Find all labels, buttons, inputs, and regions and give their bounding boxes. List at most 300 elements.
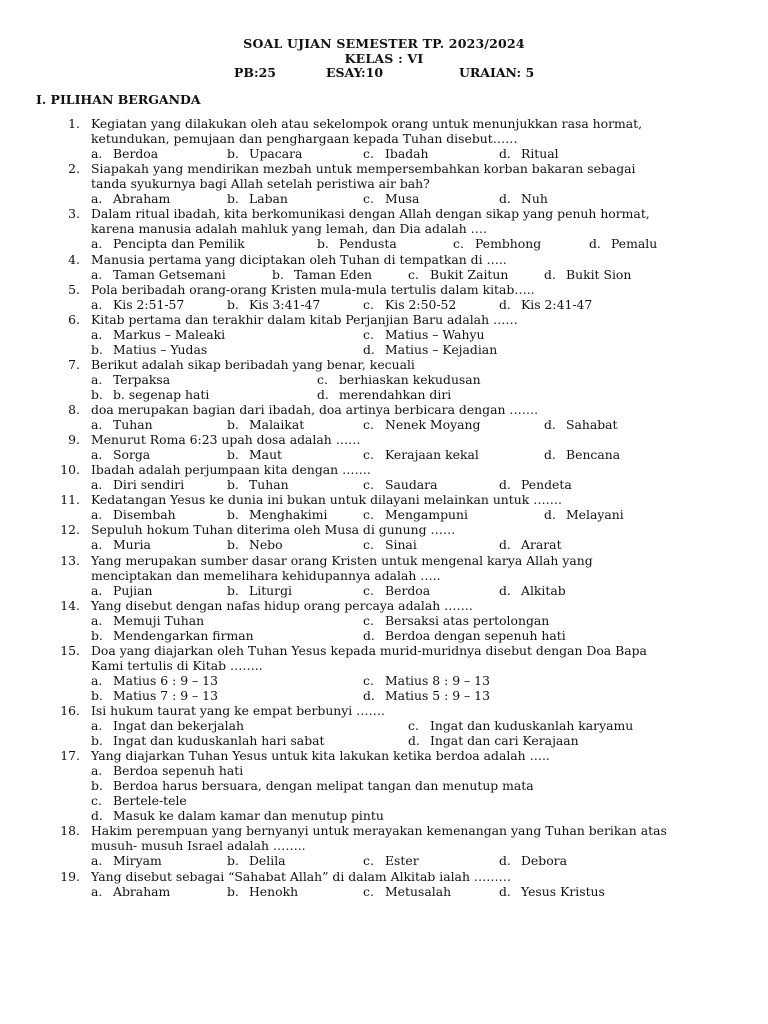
option-text: Miryam	[113, 853, 162, 869]
question-text: Kitab pertama dan terakhir dalam kitab Perjanjian Baru adalah ……	[91, 311, 518, 327]
answer-option	[499, 583, 566, 598]
option-text: Saudara	[385, 477, 438, 493]
question-text: Menurut Roma 6:23 upah dosa adalah ……	[91, 432, 361, 448]
answer-option	[408, 733, 579, 748]
option-row	[0, 793, 768, 808]
answer-option	[91, 583, 153, 598]
option-letter: a.	[91, 763, 103, 779]
question-number: 14.	[60, 597, 80, 613]
question-text: Ibadah adalah perjumpaan kita dengan …….	[91, 462, 371, 478]
option-letter: a.	[91, 582, 103, 598]
question-number: 6.	[68, 311, 80, 327]
answer-option	[544, 447, 620, 462]
option-letter: d.	[499, 537, 511, 553]
option-text: Debora	[521, 853, 567, 869]
option-text: Ingat dan kuduskanlah karyamu	[430, 718, 634, 733]
option-text: Sahabat	[566, 417, 618, 432]
answer-option	[499, 191, 548, 206]
option-text: Nebo	[249, 537, 283, 553]
answer-option	[317, 387, 451, 402]
option-text: Sorga	[113, 447, 151, 463]
option-text: Berdoa	[113, 146, 159, 162]
answer-option	[227, 853, 286, 868]
answer-option	[363, 297, 456, 312]
option-letter: a.	[91, 266, 103, 282]
answer-option	[91, 718, 244, 733]
answer-option	[499, 146, 559, 161]
option-text: Ester	[385, 853, 419, 869]
option-text: Yesus Kristus	[521, 883, 605, 899]
question-text: Sepuluh hokum Tuhan diterima oleh Musa di gunung ……	[91, 522, 456, 538]
question-text: ketundukan, pemujaan dan penghargaan kepada Tuhan disebut……	[91, 131, 518, 147]
option-text: Delila	[249, 853, 286, 869]
question-text: Berikut adalah sikap beribadah yang benar, kecuali	[91, 356, 415, 372]
option-letter: d.	[544, 507, 556, 523]
option-letter: a.	[91, 477, 103, 493]
option-row	[0, 297, 768, 312]
option-row	[0, 191, 768, 206]
option-letter: d.	[499, 296, 511, 312]
answer-option	[91, 733, 325, 748]
question-number: 12.	[60, 522, 80, 538]
option-letter: b.	[317, 236, 329, 252]
option-letter: d.	[408, 733, 420, 748]
option-letter: d.	[544, 447, 556, 463]
option-letter: d.	[499, 853, 511, 869]
option-text: Terpaksa	[113, 371, 171, 387]
answer-option	[363, 507, 468, 522]
answer-option	[408, 267, 508, 282]
answer-option	[363, 537, 417, 552]
question-number: 9.	[68, 432, 80, 448]
question-number: 7.	[68, 356, 80, 372]
answer-option	[91, 372, 170, 387]
option-text: Berdoa harus bersuara, dengan melipat tangan dan menutup mata	[113, 778, 534, 794]
option-row	[0, 583, 768, 598]
option-letter: d.	[317, 386, 329, 402]
answer-option	[91, 853, 162, 868]
answer-option	[453, 236, 541, 251]
option-letter: d.	[544, 417, 556, 432]
option-letter: c.	[363, 191, 374, 207]
option-text: Ingat dan cari Kerajaan	[430, 733, 579, 748]
question-text: Kedatangan Yesus ke dunia ini bukan untuk dilayani melainkan untuk …….	[91, 492, 562, 508]
option-letter: a.	[91, 371, 103, 387]
option-text: Pujian	[113, 582, 153, 598]
answer-option	[91, 417, 153, 432]
question-text: Kami tertulis di Kitab ……..	[91, 657, 263, 673]
option-text: Pencipta dan Pemilik	[113, 236, 245, 252]
option-text: Matius 8 : 9 – 13	[385, 672, 490, 688]
option-row	[0, 387, 768, 402]
option-text: Bertele-tele	[113, 793, 187, 809]
question-number: 16.	[60, 702, 80, 718]
class-label: KELAS : VI	[344, 51, 424, 66]
option-row	[0, 236, 768, 251]
option-letter: c.	[363, 672, 374, 688]
option-text: Matius 6 : 9 – 13	[113, 672, 218, 688]
answer-option	[363, 342, 497, 357]
question-number: 5.	[68, 281, 80, 297]
option-row	[0, 507, 768, 522]
option-letter: d.	[363, 341, 375, 357]
answer-option	[91, 507, 176, 522]
option-row	[0, 342, 768, 357]
answer-option	[91, 327, 225, 342]
option-letter: d.	[499, 477, 511, 493]
option-letter: d.	[499, 582, 511, 598]
option-letter: c.	[408, 266, 419, 282]
option-row	[0, 613, 768, 628]
question-text: Yang merupakan sumber dasar orang Kristen untuk mengenal karya Allah yang	[91, 552, 593, 568]
answer-option	[363, 673, 490, 688]
option-text: Mengampuni	[385, 507, 468, 523]
option-text: Upacara	[249, 146, 303, 162]
option-text: Kerajaan kekal	[385, 447, 479, 463]
option-text: Malaikat	[249, 417, 305, 432]
answer-option	[91, 688, 218, 703]
option-row	[0, 146, 768, 161]
answer-option	[227, 447, 282, 462]
option-letter: c.	[408, 718, 419, 733]
question-number: 19.	[60, 868, 80, 884]
option-letter: d.	[544, 266, 556, 282]
question-text: Yang disebut dengan nafas hidup orang percaya adalah …….	[91, 597, 473, 613]
option-row	[0, 372, 768, 387]
option-text: Bersaksi atas pertolongan	[385, 612, 550, 628]
answer-option	[499, 537, 562, 552]
option-text: Menghakimi	[249, 507, 328, 523]
option-text: berhiaskan kekudusan	[339, 371, 481, 387]
question-text: Dalam ritual ibadah, kita berkomunikasi dengan Allah dengan sikap yang penuh hormat,	[91, 206, 650, 222]
answer-option	[91, 808, 384, 823]
option-text: Liturgi	[249, 582, 292, 598]
option-letter: b.	[91, 341, 103, 357]
option-text: Metusalah	[385, 883, 452, 899]
option-letter: c.	[453, 236, 464, 252]
answer-option	[91, 884, 170, 899]
question-text: musuh- musuh Israel adalah ……..	[91, 838, 306, 854]
option-letter: c.	[363, 582, 374, 598]
option-letter: b.	[227, 507, 239, 523]
option-text: Tuhan	[113, 417, 153, 432]
option-letter: b.	[272, 266, 284, 282]
option-letter: c.	[363, 326, 374, 342]
answer-option	[317, 372, 481, 387]
answer-option	[91, 778, 534, 793]
option-letter: d.	[499, 146, 511, 162]
question-number: 3.	[68, 206, 80, 222]
question-text: Isi hukum taurat yang ke empat berbunyi …….	[91, 702, 385, 718]
option-text: Abraham	[113, 883, 171, 899]
answer-option	[91, 447, 150, 462]
answer-option	[227, 146, 302, 161]
option-letter: c.	[363, 447, 374, 463]
answer-option	[408, 718, 633, 733]
option-letter: a.	[91, 146, 103, 162]
answer-option	[91, 477, 184, 492]
option-row	[0, 884, 768, 899]
option-letter: b.	[227, 296, 239, 312]
option-text: Matius 7 : 9 – 13	[113, 687, 218, 703]
answer-option	[363, 628, 566, 643]
option-letter: c.	[363, 507, 374, 523]
option-row	[0, 853, 768, 868]
option-text: Abraham	[113, 191, 171, 207]
pb-count: PB:25	[234, 65, 276, 80]
option-letter: d.	[589, 236, 601, 252]
answer-option	[227, 537, 283, 552]
option-letter: c.	[91, 793, 102, 809]
option-text: Taman Getsemani	[113, 266, 226, 282]
answer-option	[91, 628, 254, 643]
option-letter: d.	[363, 687, 375, 703]
question-number: 15.	[60, 642, 80, 658]
option-text: Melayani	[566, 507, 624, 523]
answer-option	[499, 884, 605, 899]
option-text: Laban	[249, 191, 288, 207]
option-row	[0, 733, 768, 748]
answer-option	[499, 853, 567, 868]
answer-option	[227, 884, 298, 899]
option-text: Berdoa sepenuh hati	[113, 763, 244, 779]
option-text: Ibadah	[385, 146, 429, 162]
option-letter: d.	[363, 627, 375, 643]
question-number: 2.	[68, 161, 80, 177]
answer-option	[363, 417, 480, 432]
option-text: Berdoa dengan sepenuh hati	[385, 627, 566, 643]
option-text: Kis 2:41-47	[521, 296, 593, 312]
question-text: Pola beribadah orang-orang Kristen mula-mula tertulis dalam kitab…..	[91, 281, 535, 297]
answer-option	[91, 297, 184, 312]
answer-option	[317, 236, 397, 251]
option-letter: a.	[91, 537, 103, 553]
option-text: Sinai	[385, 537, 417, 553]
question-text: Manusia pertama yang diciptakan oleh Tuhan di tempatkan di …..	[91, 251, 507, 267]
answer-option	[499, 477, 572, 492]
option-text: Ingat dan kuduskanlah hari sabat	[113, 733, 325, 748]
question-number: 8.	[68, 402, 80, 417]
option-text: Taman Eden	[294, 266, 373, 282]
question-text: Kegiatan yang dilakukan oleh atau sekelompok orang untuk menunjukkan rasa hormat,	[91, 116, 643, 131]
question-number: 11.	[60, 492, 80, 508]
question-text: Yang disebut sebagai “Sahabat Allah” di dalam Alkitab ialah ………	[91, 868, 512, 884]
answer-option	[227, 477, 289, 492]
option-letter: d.	[499, 883, 511, 899]
answer-option	[91, 387, 209, 402]
option-text: Masuk ke dalam kamar dan menutup pintu	[113, 808, 384, 824]
option-letter: c.	[363, 612, 374, 628]
option-letter: b.	[227, 417, 239, 432]
option-text: Henokh	[249, 883, 299, 899]
question-number: 13.	[60, 552, 80, 568]
answer-option	[272, 267, 372, 282]
option-text: merendahkan diri	[339, 386, 452, 402]
option-letter: c.	[363, 296, 374, 312]
option-letter: a.	[91, 447, 103, 463]
option-row	[0, 267, 768, 282]
answer-option	[544, 417, 618, 432]
option-text: Bukit Sion	[566, 266, 632, 282]
option-letter: c.	[363, 146, 374, 162]
answer-option	[91, 342, 207, 357]
option-text: Kis 3:41-47	[249, 296, 321, 312]
option-letter: d.	[499, 191, 511, 207]
option-letter: b.	[227, 191, 239, 207]
question-text: Hakim perempuan yang bernyanyi untuk merayakan kemenangan yang Tuhan berikan atas	[91, 823, 667, 839]
option-letter: a.	[91, 718, 103, 733]
option-text: Alkitab	[521, 582, 566, 598]
question-text: Siapakah yang mendirikan mezbah untuk mempersembahkan korban bakaran sebagai	[91, 161, 636, 177]
exam-title: SOAL UJIAN SEMESTER TP. 2023/2024	[243, 36, 525, 51]
option-letter: b.	[91, 733, 103, 748]
option-letter: a.	[91, 853, 103, 869]
option-letter: b.	[91, 778, 103, 794]
option-text: Kis 2:50-52	[385, 296, 457, 312]
answer-option	[91, 613, 204, 628]
answer-option	[363, 583, 430, 598]
answer-option	[227, 191, 288, 206]
option-text: Bencana	[566, 447, 621, 463]
option-row	[0, 447, 768, 462]
option-text: Tuhan	[249, 477, 289, 493]
option-letter: b.	[227, 447, 239, 463]
option-letter: b.	[91, 627, 103, 643]
option-letter: a.	[91, 672, 103, 688]
option-text: Bukit Zaitun	[430, 266, 509, 282]
answer-option	[91, 673, 218, 688]
option-text: Mendengarkan firman	[113, 627, 254, 643]
option-text: Musa	[385, 191, 420, 207]
option-letter: b.	[227, 853, 239, 869]
option-letter: a.	[91, 883, 103, 899]
option-letter: b.	[227, 477, 239, 493]
answer-option	[363, 688, 490, 703]
option-text: Kis 2:51-57	[113, 296, 185, 312]
option-letter: a.	[91, 296, 103, 312]
option-text: Ingat dan bekerjalah	[113, 718, 244, 733]
question-text: Yang diajarkan Tuhan Yesus untuk kita lakukan ketika berdoa adalah …..	[91, 748, 550, 764]
option-text: Ritual	[521, 146, 559, 162]
option-text: Matius 5 : 9 – 13	[385, 687, 490, 703]
option-letter: a.	[91, 612, 103, 628]
option-row	[0, 537, 768, 552]
option-letter: b.	[91, 386, 103, 402]
option-row	[0, 763, 768, 778]
option-letter: a.	[91, 326, 103, 342]
option-letter: a.	[91, 507, 103, 523]
option-letter: a.	[91, 191, 103, 207]
option-text: Nuh	[521, 191, 548, 207]
answer-option	[363, 191, 419, 206]
uraian-count: URAIAN: 5	[459, 65, 535, 80]
option-text: Markus – Maleaki	[113, 326, 226, 342]
answer-option	[363, 327, 484, 342]
question-number: 18.	[60, 823, 80, 839]
option-letter: c.	[363, 853, 374, 869]
answer-option	[227, 507, 327, 522]
option-letter: c.	[363, 477, 374, 493]
option-row	[0, 688, 768, 703]
answer-option	[91, 146, 158, 161]
option-row	[0, 628, 768, 643]
option-row	[0, 808, 768, 823]
option-text: Matius – Yudas	[113, 341, 208, 357]
answer-option	[363, 853, 419, 868]
option-text: Ararat	[521, 537, 562, 553]
option-text: Disembah	[113, 507, 176, 523]
option-row	[0, 417, 768, 432]
option-text: Memuji Tuhan	[113, 612, 205, 628]
answer-option	[544, 267, 631, 282]
answer-option	[227, 583, 292, 598]
option-text: b. segenap hati	[113, 386, 210, 402]
question-number: 17.	[60, 748, 80, 764]
question-text: menciptakan dan memelihara kehidupannya adalah …..	[91, 567, 441, 583]
option-text: Muria	[113, 537, 151, 553]
option-letter: b.	[227, 146, 239, 162]
question-text: doa merupakan bagian dari ibadah, doa artinya berbicara dengan …….	[91, 402, 539, 417]
answer-option	[91, 763, 243, 778]
option-letter: a.	[91, 236, 103, 252]
option-text: Pendusta	[339, 236, 397, 252]
question-text: karena manusia adalah mahluk yang lemah, dan Dia adalah ….	[91, 221, 487, 237]
esay-count: ESAY:10	[326, 65, 384, 80]
option-text: Berdoa	[385, 582, 431, 598]
question-text: tanda syukurnya bagi Allah setelah peristiwa air bah?	[91, 176, 430, 192]
answer-option	[91, 191, 170, 206]
question-text: Doa yang diajarkan oleh Tuhan Yesus kepada murid-muridnya disebut dengan Doa Bapa	[91, 642, 647, 658]
answer-option	[544, 507, 624, 522]
answer-option	[363, 447, 479, 462]
option-letter: b.	[227, 582, 239, 598]
option-text: Pemalu	[611, 236, 658, 252]
answer-option	[363, 613, 549, 628]
option-text: Matius – Wahyu	[385, 326, 485, 342]
question-number: 4.	[68, 251, 80, 267]
option-letter: b.	[227, 537, 239, 553]
option-letter: c.	[363, 537, 374, 553]
option-row	[0, 718, 768, 733]
answer-option	[499, 297, 592, 312]
answer-option	[363, 146, 429, 161]
option-row	[0, 673, 768, 688]
option-row	[0, 778, 768, 793]
answer-option	[91, 793, 187, 808]
answer-option	[363, 477, 438, 492]
option-letter: b.	[227, 883, 239, 899]
option-text: Pembhong	[475, 236, 542, 252]
option-letter: b.	[91, 687, 103, 703]
answer-option	[91, 236, 245, 251]
question-number: 1.	[68, 116, 80, 131]
answer-option	[227, 297, 320, 312]
section-heading: I. PILIHAN BERGANDA	[36, 92, 201, 107]
option-text: Pendeta	[521, 477, 572, 493]
answer-option	[589, 236, 657, 251]
answer-option	[227, 417, 304, 432]
answer-option	[91, 537, 151, 552]
option-letter: c.	[363, 417, 374, 432]
option-row	[0, 327, 768, 342]
option-letter: c.	[317, 371, 328, 387]
option-text: Maut	[249, 447, 283, 463]
question-number: 10.	[60, 462, 80, 478]
option-text: Nenek Moyang	[385, 417, 481, 432]
option-letter: d.	[91, 808, 103, 824]
option-row	[0, 477, 768, 492]
option-text: Diri sendiri	[113, 477, 185, 493]
